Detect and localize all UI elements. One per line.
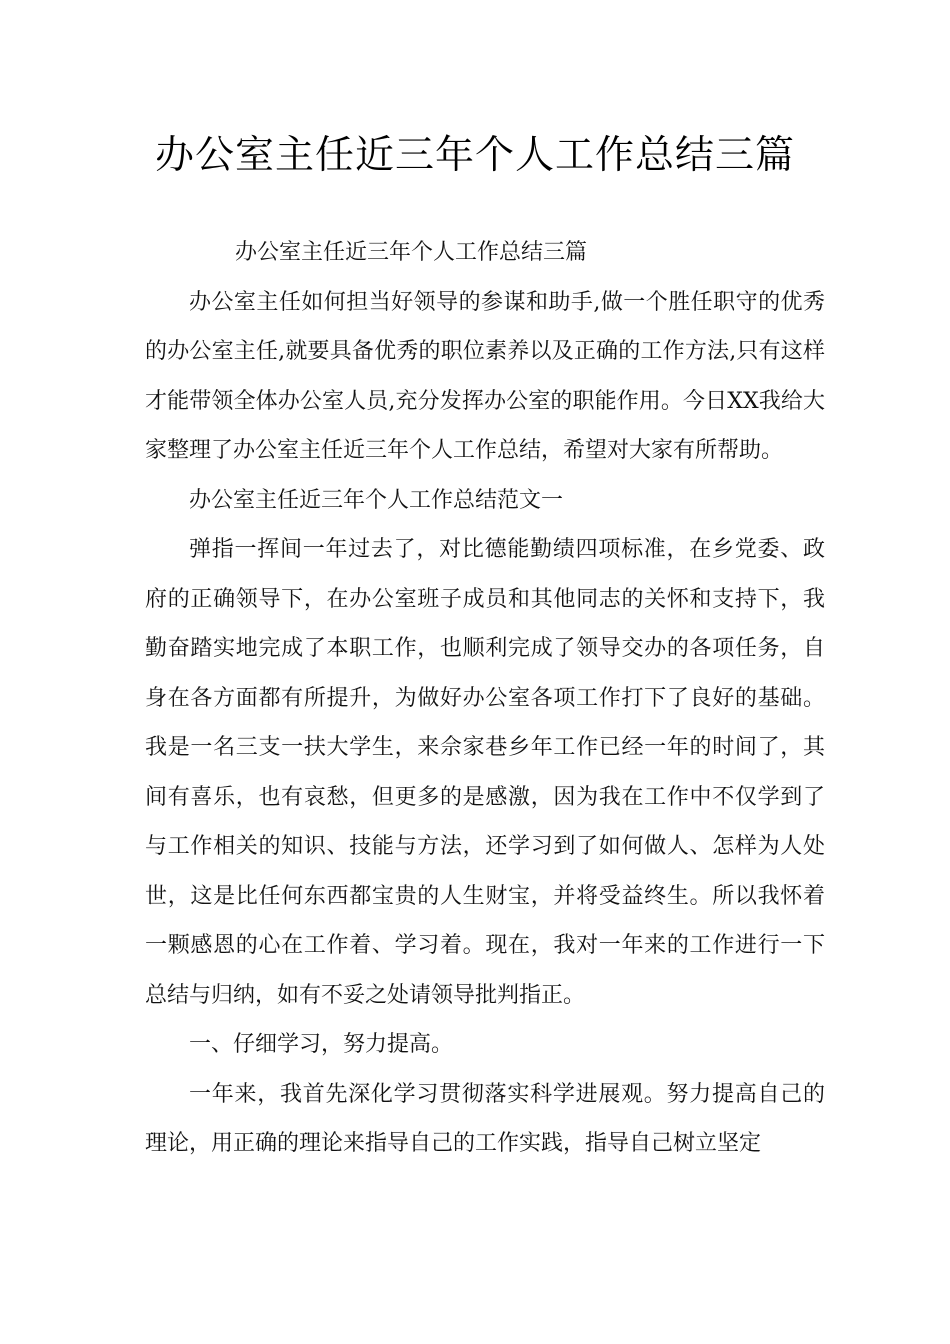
body-paragraph: 弹指一挥间一年过去了，对比德能勤绩四项标准，在乡党委、政府的正确领导下，在办公室班子成员和其他同志的关怀和支持下，我勤奋踏实地完成了本职工作，也顺利完成了领导交办的各项任务，自身在各方面都有所提升，为做好办公室各项工作打下了良好的基础。我是一名三支一扶大学生，来佘家巷乡年工作已经一年的时间了，其间有喜乐，也有哀愁，但更多的是感激，因为我在工作中不仅学到了与工作相关的知识、技能与方法，还学习到了如何做人、怎样为人处世，这是比任何东西都宝贵的人生财宝，并将受益终生。所以我怀着一颗感恩的心在工作着、学习着。现在，我对一年来的工作进行一下总结与归纳，如有不妥之处请领导批判指正。 (145, 537, 825, 1008)
section-heading: 办公室主任近三年个人工作总结范文一 (189, 487, 564, 513)
intro-paragraph: 办公室主任如何担当好领导的参谋和助手,做一个胜任职守的优秀的办公室主任,就要具备优秀的职位素养以及正确的工作方法,只有这样才能带领全体办公室人员,充分发挥办公室的职能作用。今日XX我给大家整理了办公室主任近三年个人工作总结，希望对大家有所帮助。 (145, 289, 825, 463)
body-paragraph: 一年来，我首先深化学习贯彻落实科学进展观。努力提高自己的理论，用正确的理论来指导自己的工作实践，指导自己树立坚定 (145, 1081, 825, 1156)
document-body (145, 228, 825, 1169)
subtitle-paragraph: 办公室主任近三年个人工作总结三篇 (235, 240, 588, 265)
section-heading: 一、仔细学习，努力提高。 (189, 1032, 454, 1057)
document-title: 办公室主任近三年个人工作总结三篇 (154, 133, 795, 178)
